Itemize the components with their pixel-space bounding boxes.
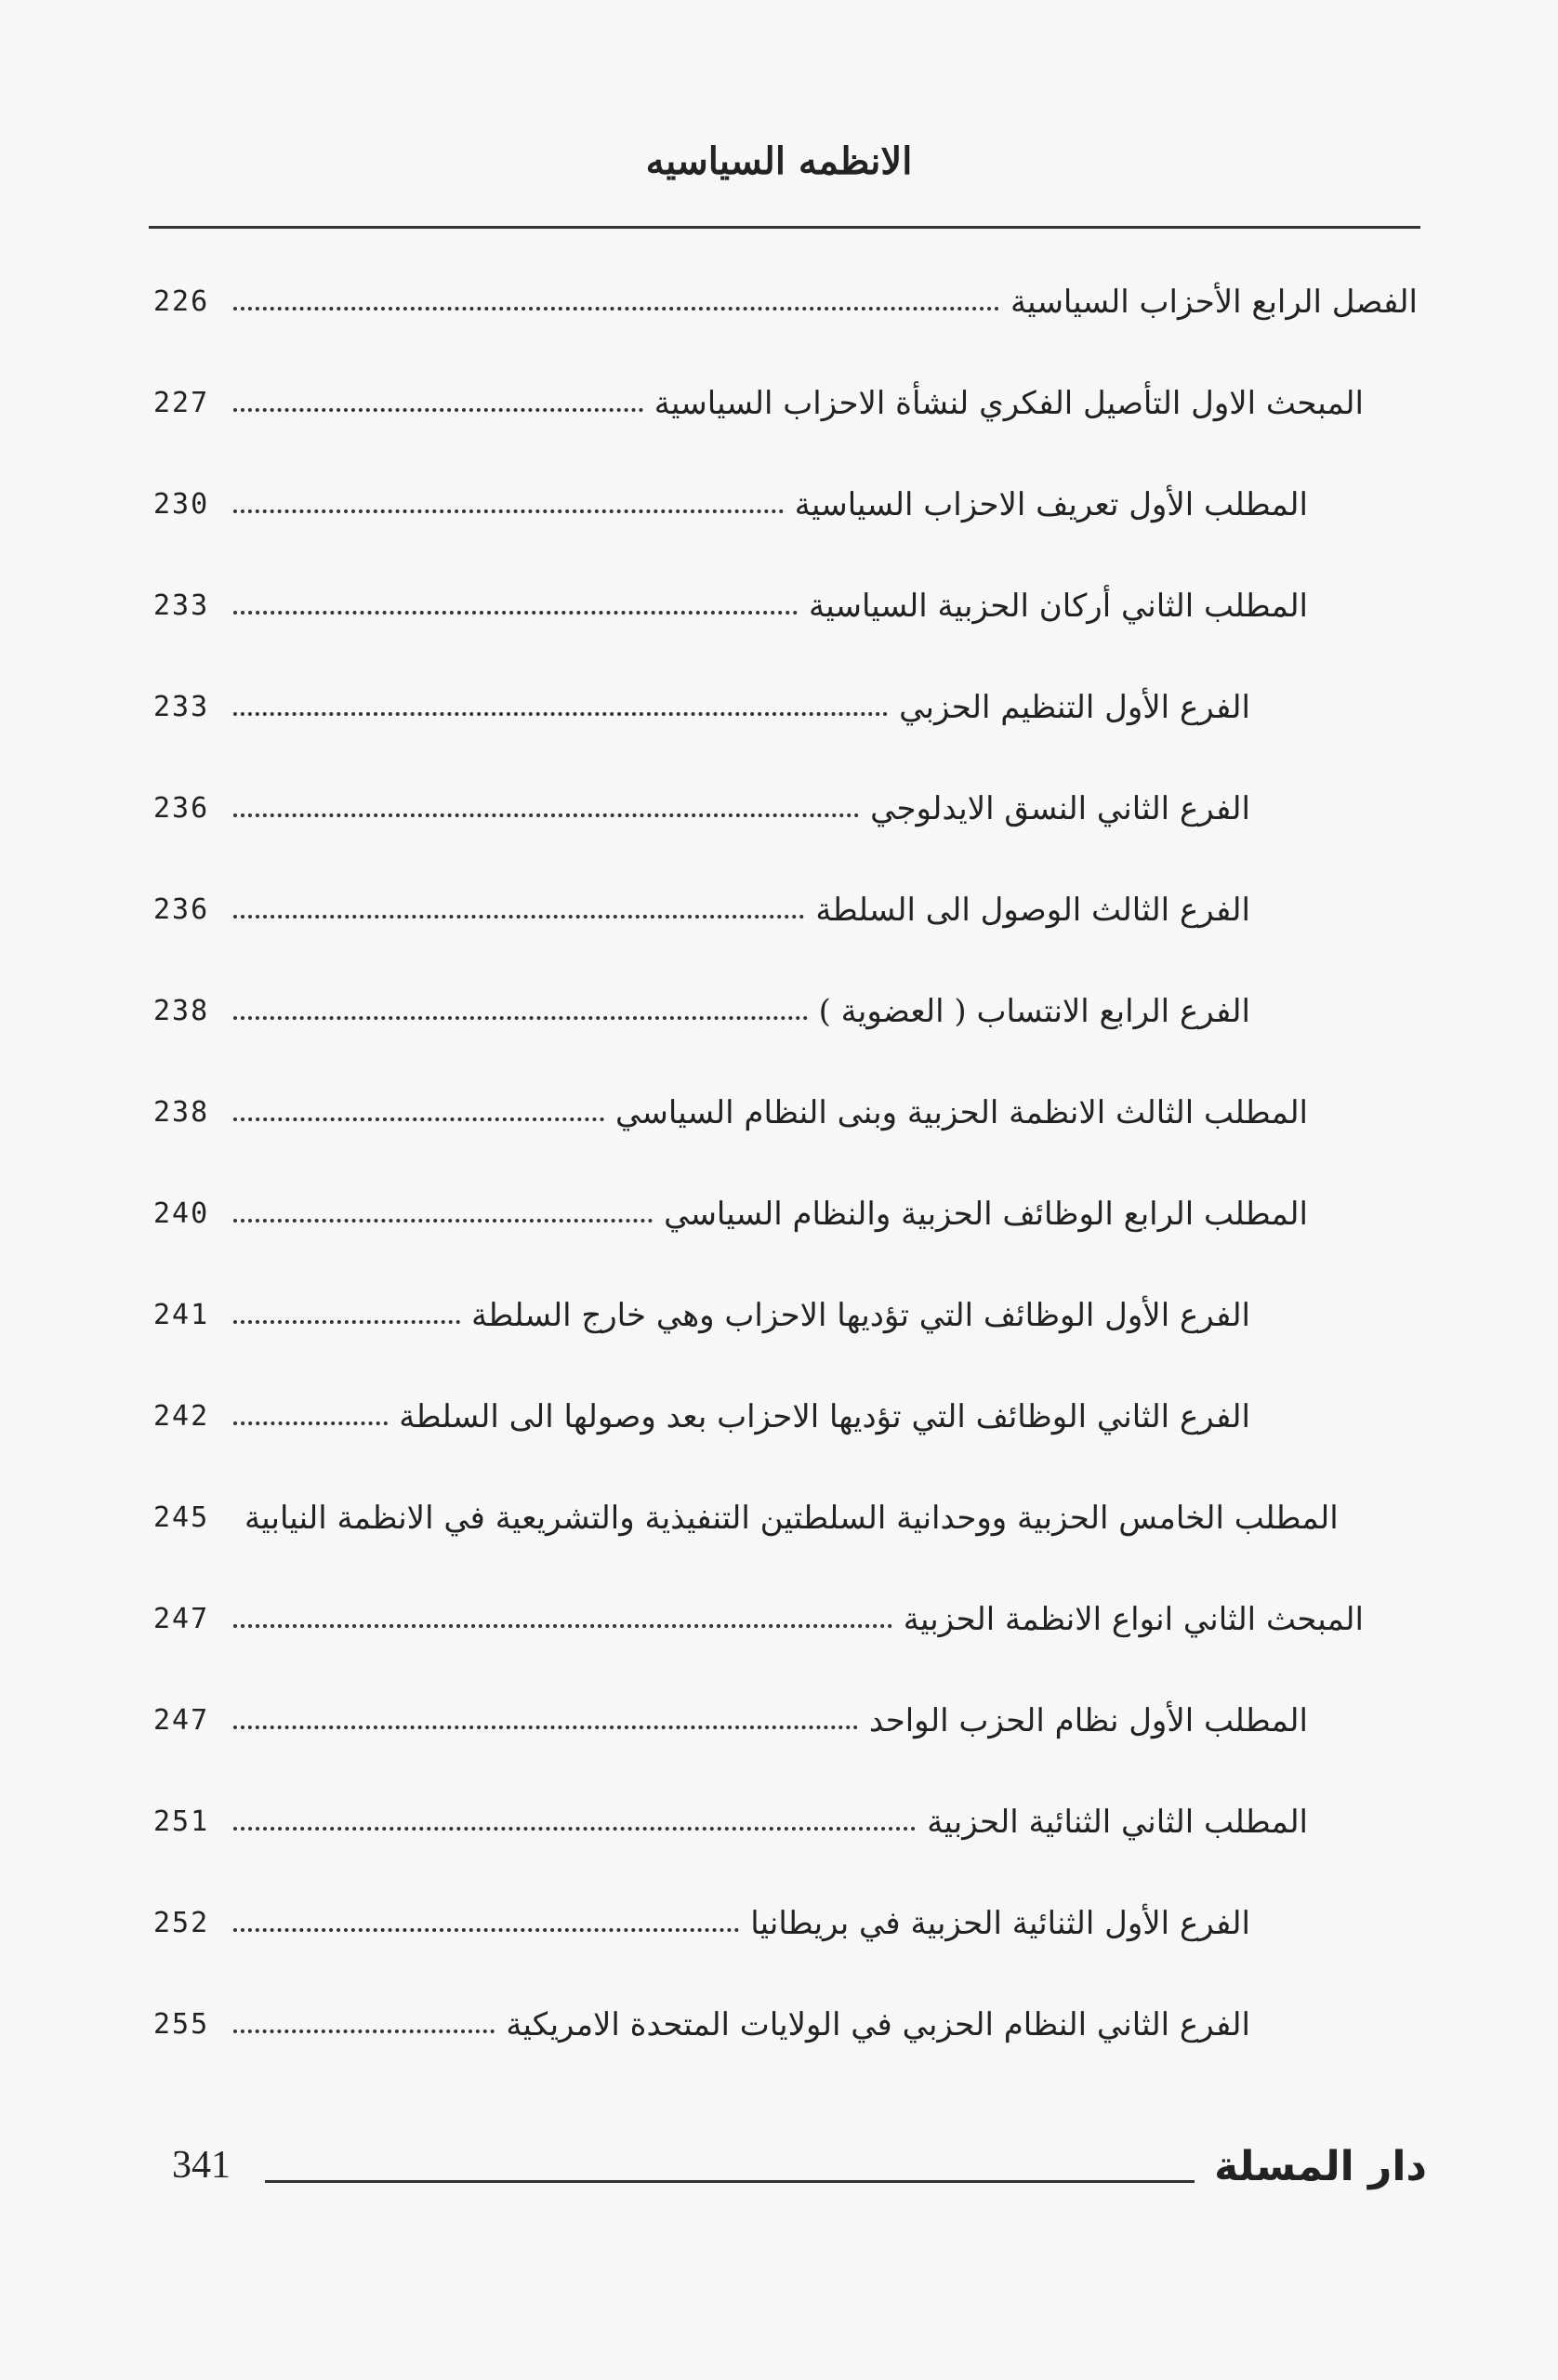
toc-page-number: 233 bbox=[153, 691, 210, 723]
toc-entry-title: الفرع الأول الثنائية الحزبية في بريطانيا bbox=[750, 1904, 1250, 1942]
toc-entry-title: الفرع الأول التنظيم الحزبي bbox=[899, 688, 1250, 726]
toc-page-number: 238 bbox=[153, 995, 210, 1027]
toc-page-number: 236 bbox=[153, 792, 210, 825]
toc-leader-dots bbox=[233, 611, 798, 615]
toc-leader-dots bbox=[233, 1320, 460, 1324]
toc-entry bbox=[153, 251, 1418, 352]
table-of-contents bbox=[153, 251, 1418, 2075]
toc-entry bbox=[153, 352, 1418, 454]
toc-page-number: 241 bbox=[153, 1299, 210, 1331]
toc-page-number: 238 bbox=[153, 1096, 210, 1129]
toc-leader-dots bbox=[233, 1016, 808, 1020]
toc-leader-dots bbox=[233, 1624, 892, 1628]
toc-leader-dots bbox=[233, 2030, 495, 2033]
toc-leader-dots bbox=[233, 307, 999, 311]
toc-page-number: 247 bbox=[153, 1603, 210, 1635]
toc-page-number: 255 bbox=[153, 2008, 210, 2041]
toc-entry-title: المطلب الرابع الوظائف الحزبية والنظام السياسي bbox=[664, 1195, 1308, 1233]
running-header: الانظمه السياسيه bbox=[645, 139, 913, 183]
toc-entry-title: الفرع الأول الوظائف التي تؤديها الاحزاب وهي خارج السلطة bbox=[471, 1296, 1250, 1334]
toc-entry bbox=[153, 656, 1418, 758]
toc-entry-title: المطلب الثاني الثنائية الحزبية bbox=[927, 1803, 1308, 1841]
toc-leader-dots bbox=[233, 1928, 739, 1932]
toc-page-number: 226 bbox=[153, 285, 210, 318]
toc-leader-dots bbox=[233, 1117, 604, 1121]
toc-leader-dots bbox=[233, 813, 859, 817]
toc-page-number: 233 bbox=[153, 589, 210, 622]
toc-entry-title: الفرع الثاني النظام الحزبي في الولايات المتحدة الامريكية bbox=[506, 2005, 1250, 2043]
toc-page-number: 245 bbox=[153, 1501, 210, 1534]
toc-entry-title: المطلب الأول نظام الحزب الواحد bbox=[868, 1701, 1308, 1739]
toc-entry-title: الفرع الرابع الانتساب ( العضوية ) bbox=[818, 992, 1250, 1030]
toc-entry bbox=[153, 1062, 1418, 1163]
toc-leader-dots bbox=[233, 1219, 653, 1223]
toc-page-number: 252 bbox=[153, 1907, 210, 1939]
toc-leader-dots bbox=[233, 509, 784, 513]
toc-entry bbox=[153, 1366, 1418, 1467]
toc-entry bbox=[153, 555, 1418, 656]
toc-leader-dots bbox=[233, 712, 888, 716]
toc-entry bbox=[153, 1670, 1418, 1771]
publisher-name: دار المسلة bbox=[1214, 2143, 1427, 2190]
toc-entry bbox=[153, 1264, 1418, 1366]
header-divider bbox=[149, 226, 1420, 229]
toc-entry-title: الفرع الثاني النسق الايدلوجي bbox=[870, 789, 1250, 827]
toc-entry bbox=[153, 859, 1418, 960]
toc-leader-dots bbox=[233, 1726, 858, 1729]
toc-entry-title: المبحث الاول التأصيل الفكري لنشأة الاحزاب السياسية bbox=[654, 384, 1364, 422]
toc-entry bbox=[153, 960, 1418, 1062]
toc-entry bbox=[153, 1163, 1418, 1264]
toc-entry-title: المطلب الأول تعريف الاحزاب السياسية bbox=[794, 485, 1308, 523]
toc-entry bbox=[153, 1467, 1418, 1568]
toc-entry-title: الفرع الثاني الوظائف التي تؤديها الاحزاب بعد وصولها الى السلطة bbox=[399, 1397, 1250, 1435]
toc-leader-dots bbox=[233, 1827, 916, 1831]
toc-entry bbox=[153, 1872, 1418, 1974]
toc-entry bbox=[153, 758, 1418, 859]
toc-entry bbox=[153, 454, 1418, 555]
toc-entry bbox=[153, 1568, 1418, 1670]
page-number: 341 bbox=[172, 2144, 231, 2187]
toc-page-number: 242 bbox=[153, 1400, 210, 1433]
toc-page-number: 240 bbox=[153, 1197, 210, 1230]
toc-leader-dots bbox=[233, 408, 643, 412]
toc-entry-title: الفصل الرابع الأحزاب السياسية bbox=[1010, 283, 1418, 321]
toc-entry bbox=[153, 1771, 1418, 1872]
toc-page-number: 236 bbox=[153, 893, 210, 926]
toc-entry bbox=[153, 1974, 1418, 2075]
footer-divider bbox=[265, 2180, 1195, 2183]
toc-leader-dots bbox=[233, 1421, 388, 1425]
toc-entry-title: المطلب الثاني أركان الحزبية السياسية bbox=[808, 587, 1308, 625]
toc-entry-title: الفرع الثالث الوصول الى السلطة bbox=[815, 891, 1250, 929]
toc-leader-dots bbox=[233, 915, 804, 919]
page-footer bbox=[153, 2143, 1427, 2199]
toc-page-number: 230 bbox=[153, 488, 210, 521]
toc-entry-title: المبحث الثاني انواع الانظمة الحزبية bbox=[903, 1600, 1364, 1638]
toc-page-number: 247 bbox=[153, 1704, 210, 1737]
toc-page-number: 227 bbox=[153, 387, 210, 419]
toc-page-number: 251 bbox=[153, 1805, 210, 1838]
toc-entry-title: المطلب الخامس الحزبية ووحدانية السلطتين التنفيذية والتشريعية في الانظمة النيابية bbox=[244, 1499, 1339, 1537]
toc-entry-title: المطلب الثالث الانظمة الحزبية وبنى النظام السياسي bbox=[615, 1093, 1308, 1131]
